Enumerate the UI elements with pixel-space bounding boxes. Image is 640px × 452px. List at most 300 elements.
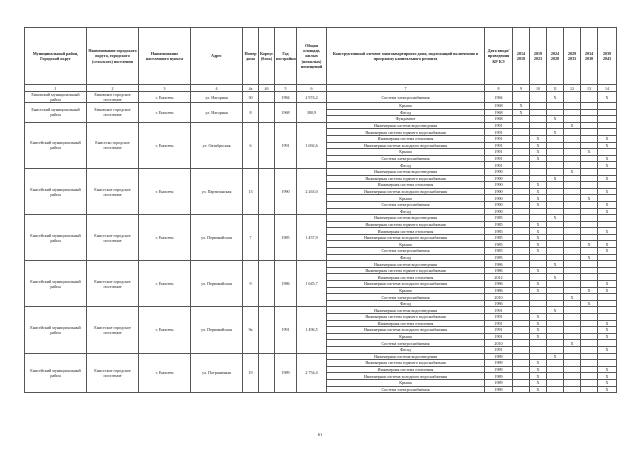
district-cell: Енисейский муниципальный район [25,261,87,307]
period-mark-cell [581,155,598,162]
repair-date-cell: 1985 [485,221,513,228]
period-mark-cell [547,149,564,156]
period-mark-cell: X [513,109,530,116]
settlement-cell: Еиковское городское поселение [87,103,139,123]
period-mark-cell [581,208,598,215]
repair-date-cell: 1984 [485,92,513,103]
period-mark-cell [564,360,581,367]
period-mark-cell [530,92,547,103]
period-mark-cell [513,201,530,208]
column-number: 5 [275,85,297,92]
column-header: 2024 2028 [547,28,564,85]
period-mark-cell [564,314,581,321]
period-mark-cell: X [547,215,564,222]
period-mark-cell [581,267,598,274]
period-mark-cell [581,340,598,347]
period-mark-cell [598,109,617,116]
period-mark-cell: X [530,149,547,156]
period-mark-cell [547,373,564,380]
period-mark-cell [513,208,530,215]
period-mark-cell [564,109,581,116]
element-name-cell: Инженерная система холодного водоснабжения [327,142,485,149]
period-mark-cell [530,116,547,123]
period-mark-cell [581,307,598,314]
column-header: 2039 2043 [598,28,617,85]
repair-date-cell: 1990 [485,201,513,208]
period-mark-cell: X [547,129,564,136]
element-name-cell: Фасад [327,208,485,215]
period-mark-cell [530,208,547,215]
period-mark-cell [564,195,581,202]
house-number-cell: 19 [243,353,259,393]
column-header: Дата ввода/ проведения КР КЭ [485,28,513,85]
period-mark-cell [598,340,617,347]
column-header: Год постройки [275,28,297,85]
period-mark-cell [513,168,530,175]
period-mark-cell: X [530,333,547,340]
period-mark-cell: X [530,182,547,189]
period-mark-cell [581,281,598,288]
period-mark-cell: X [581,195,598,202]
repair-date-cell: 1991 [485,162,513,169]
header-row [25,28,617,85]
period-mark-cell: X [547,353,564,360]
element-name-cell: Инженерная система горячего водоснабжения [327,175,485,182]
column-number: 12 [564,85,581,92]
period-mark-cell [547,333,564,340]
period-mark-cell [513,175,530,182]
period-mark-cell [513,287,530,294]
period-mark-cell [530,109,547,116]
repair-date-cell: 1985 [485,254,513,261]
period-mark-cell [598,215,617,222]
repair-date-cell: 1991 [485,320,513,327]
period-mark-cell [513,307,530,314]
repair-date-cell: 1990 [485,195,513,202]
district-cell: Еиковский муниципальный район [25,92,87,103]
element-name-cell: Система электроснабжения [327,294,485,301]
street-cell: ул. Партизанская [191,168,243,214]
period-mark-cell [530,162,547,169]
period-mark-cell [581,168,598,175]
period-mark-cell [513,188,530,195]
period-mark-cell [513,281,530,288]
repair-date-cell: 1986 [485,287,513,294]
period-mark-cell: X [547,274,564,281]
period-mark-cell: X [598,208,617,215]
repair-date-cell: 1989 [485,360,513,367]
period-mark-cell [581,353,598,360]
period-mark-cell [581,314,598,321]
block-cell [259,307,275,353]
element-name-cell: Инженерная система отопления [327,320,485,327]
period-mark-cell [598,149,617,156]
period-mark-cell [513,327,530,334]
repair-date-cell: 1986 [485,261,513,268]
period-mark-cell [530,346,547,353]
period-mark-cell: X [530,135,547,142]
repair-date-cell: 2010 [485,340,513,347]
block-cell [259,103,275,123]
period-mark-cell: X [581,287,598,294]
period-mark-cell [513,116,530,123]
period-mark-cell [564,373,581,380]
period-mark-cell: X [530,373,547,380]
repair-date-cell: 1986 [485,281,513,288]
period-mark-cell: X [598,346,617,353]
period-mark-cell [598,307,617,314]
block-cell [259,261,275,307]
repair-date-cell: 2010 [485,294,513,301]
period-mark-cell: X [547,261,564,268]
repair-date-cell: 1989 [485,366,513,373]
repair-date-cell: 1991 [485,314,513,321]
repair-date-cell: 1968 [485,116,513,123]
element-name-cell: Инженерная система горячего водоснабжения [327,360,485,367]
column-number: 4б [259,85,275,92]
block-cell [259,353,275,393]
period-mark-cell: X [530,281,547,288]
repair-date-cell: 1989 [485,353,513,360]
street-cell: ул. Первомайская [191,307,243,353]
column-header: Корпус (блок) [259,28,275,85]
column-number: 7 [327,85,485,92]
period-mark-cell [564,346,581,353]
period-mark-cell: X [581,241,598,248]
period-mark-cell [581,327,598,334]
column-number-row [25,85,617,92]
period-mark-cell [598,129,617,136]
period-mark-cell [513,353,530,360]
period-mark-cell [530,294,547,301]
period-mark-cell [581,320,598,327]
period-mark-cell [547,221,564,228]
period-mark-cell: X [598,175,617,182]
build-year-cell: 1984 [275,92,297,103]
element-name-cell: Инженерная система водоотведения [327,122,485,129]
period-mark-cell: X [598,241,617,248]
period-mark-cell [581,215,598,222]
column-header: 2019 2023 [530,28,547,85]
period-mark-cell [581,221,598,228]
period-mark-cell: X [598,248,617,255]
repair-date-cell: 1968 [485,109,513,116]
period-mark-cell: X [547,307,564,314]
period-mark-cell [564,267,581,274]
period-mark-cell [530,300,547,307]
period-mark-cell [564,228,581,235]
period-mark-cell [564,379,581,386]
period-mark-cell [581,228,598,235]
period-mark-cell: X [530,287,547,294]
period-mark-cell [513,221,530,228]
repair-date-cell: 1990 [485,208,513,215]
repair-date-cell: 1989 [485,379,513,386]
period-mark-cell [581,360,598,367]
period-mark-cell [564,287,581,294]
locality-cell: г. Енисеен [139,353,191,393]
period-mark-cell [581,274,598,281]
column-header: Номер дома [243,28,259,85]
element-name-cell: Крыша [327,241,485,248]
repair-date-cell: 1985 [485,248,513,255]
period-mark-cell: X [530,195,547,202]
period-mark-cell [564,201,581,208]
locality-cell: г. Енисеен [139,92,191,103]
period-mark-cell: X [530,228,547,235]
period-mark-cell [530,175,547,182]
period-mark-cell: X [598,201,617,208]
period-mark-cell [547,122,564,129]
element-name-cell: Фасад [327,346,485,353]
period-mark-cell [547,135,564,142]
area-cell: 1 457,9 [297,215,327,261]
period-mark-cell [513,228,530,235]
repair-date-cell: 1990 [485,182,513,189]
district-cell: Енисейский муниципальный район [25,307,87,353]
area-cell: 2 754,4 [297,353,327,393]
period-mark-cell [513,234,530,241]
period-mark-cell [513,129,530,136]
repair-date-cell: 1990 [485,175,513,182]
period-mark-cell [598,254,617,261]
period-mark-cell [581,234,598,241]
period-mark-cell [513,373,530,380]
period-mark-cell: X [598,287,617,294]
repair-date-cell: 1985 [485,215,513,222]
element-name-cell: Инженерная система водоотведения [327,307,485,314]
period-mark-cell [564,320,581,327]
period-mark-cell [581,201,598,208]
column-header: Муниципальный район, Городской округ [25,28,87,85]
element-name-cell: Инженерная система водоотведения [327,215,485,222]
period-mark-cell [547,386,564,393]
element-name-cell: Система электроснабжения [327,340,485,347]
period-mark-cell [547,142,564,149]
period-mark-cell: X [530,201,547,208]
column-number: 4а [243,85,259,92]
period-mark-cell [564,92,581,103]
build-year-cell: 1989 [275,353,297,393]
period-mark-cell [598,122,617,129]
period-mark-cell [513,294,530,301]
period-mark-cell [581,386,598,393]
period-mark-cell [564,333,581,340]
period-mark-cell [547,294,564,301]
house-number-cell: 7 [243,215,259,261]
period-mark-cell [513,386,530,393]
repair-date-cell: 1986 [485,300,513,307]
period-mark-cell [547,248,564,255]
period-mark-cell [530,307,547,314]
repair-date-cell: 1991 [485,129,513,136]
settlement-cell: Енисеское городское поселение [87,215,139,261]
period-mark-cell [598,261,617,268]
period-mark-cell: X [530,188,547,195]
element-name-cell: Крыша [327,149,485,156]
period-mark-cell [530,168,547,175]
period-mark-cell: X [598,386,617,393]
period-mark-cell [581,333,598,340]
house-number-cell: 9 [243,261,259,307]
period-mark-cell [530,261,547,268]
capital-repair-table [24,27,617,393]
period-mark-cell [547,195,564,202]
period-mark-cell [598,300,617,307]
element-name-cell: Инженерная система отопления [327,135,485,142]
period-mark-cell [564,142,581,149]
period-mark-cell [564,162,581,169]
period-mark-cell [547,340,564,347]
repair-date-cell: 1991 [485,142,513,149]
period-mark-cell [581,135,598,142]
element-name-cell: Крыша [327,287,485,294]
settlement-cell: Енисеское городское поселение [87,353,139,393]
period-mark-cell [513,215,530,222]
column-number: 6 [297,85,327,92]
period-mark-cell: X [598,228,617,235]
period-mark-cell [547,182,564,189]
column-header: Общая площадь жилых (нежилых) помещений [297,28,327,85]
element-name-cell: Инженерная система горячего водоснабжения [327,267,485,274]
period-mark-cell [581,162,598,169]
period-mark-cell [513,162,530,169]
period-mark-cell [530,129,547,136]
period-mark-cell: X [598,155,617,162]
period-mark-cell [547,155,564,162]
element-name-cell: Крыша [327,103,485,110]
period-mark-cell [513,122,530,129]
house-number-cell: 13 [243,168,259,214]
period-mark-cell [564,208,581,215]
repair-date-cell: 1991 [485,327,513,334]
period-mark-cell [513,149,530,156]
element-name-cell: Фасад [327,109,485,116]
table-row [25,261,617,268]
build-year-cell: 1991 [275,122,297,168]
district-cell: Енисейский муниципальный район [25,353,87,393]
column-number: 14 [598,85,617,92]
street-cell: ул. Октябрьская [191,122,243,168]
block-cell [259,215,275,261]
build-year-cell: 1991 [275,307,297,353]
period-mark-cell [513,360,530,367]
page-number: 61 [317,432,323,437]
period-mark-cell [581,92,598,103]
period-mark-cell [564,103,581,110]
period-mark-cell [564,386,581,393]
repair-date-cell: 2012 [485,274,513,281]
period-mark-cell [513,274,530,281]
street-cell: ул. Нагорная [191,103,243,123]
column-number: 11 [547,85,564,92]
period-mark-cell: X [598,379,617,386]
street-cell: ул. Первомайская [191,215,243,261]
period-mark-cell [581,116,598,123]
period-mark-cell: X [530,221,547,228]
period-mark-cell [547,287,564,294]
period-mark-cell [564,188,581,195]
period-mark-cell [513,320,530,327]
period-mark-cell [513,142,530,149]
element-name-cell: Инженерная система водоотведения [327,353,485,360]
period-mark-cell: X [598,281,617,288]
district-cell: Енисейский муниципальный район [25,122,87,168]
table-row [25,307,617,314]
element-name-cell: Инженерная система водоотведения [327,261,485,268]
period-mark-cell [547,300,564,307]
element-name-cell: Инженерная система горячего водоснабжения [327,221,485,228]
repair-date-cell: 1968 [485,103,513,110]
period-mark-cell [581,182,598,189]
element-name-cell: Крыша [327,333,485,340]
element-name-cell: Инженерная система горячего водоснабжения [327,314,485,321]
street-cell: ул. Нагорная [191,92,243,103]
period-mark-cell [564,241,581,248]
locality-cell: г. Енисеен [139,215,191,261]
element-name-cell: Инженерная система холодного водоснабжения [327,327,485,334]
period-mark-cell [564,135,581,142]
period-mark-cell [564,149,581,156]
period-mark-cell [513,241,530,248]
street-cell: ул. Пограничная [191,353,243,393]
period-mark-cell [513,314,530,321]
period-mark-cell [547,267,564,274]
period-mark-cell [581,103,598,110]
period-mark-cell: X [530,386,547,393]
element-name-cell: Инженерная система холодного водоснабжения [327,373,485,380]
period-mark-cell [530,215,547,222]
period-mark-cell [564,254,581,261]
period-mark-cell [598,360,617,367]
element-name-cell: Инженерная система отопления [327,228,485,235]
period-mark-cell [598,274,617,281]
block-cell [259,168,275,214]
area-cell: 1 496,5 [297,307,327,353]
element-name-cell: Система электроснабжения [327,92,485,103]
period-mark-cell [581,294,598,301]
column-number: 4 [191,85,243,92]
period-mark-cell [547,228,564,235]
table-row [25,122,617,129]
period-mark-cell: X [530,379,547,386]
period-mark-cell [564,116,581,123]
area-cell: 2 974,2 [297,92,327,103]
element-name-cell: Система электроснабжения [327,248,485,255]
period-mark-cell [513,195,530,202]
period-mark-cell [513,92,530,103]
period-mark-cell [581,175,598,182]
period-mark-cell: X [530,234,547,241]
period-mark-cell [547,346,564,353]
period-mark-cell [564,353,581,360]
period-mark-cell: X [513,103,530,110]
period-mark-cell [564,215,581,222]
period-mark-cell [598,314,617,321]
period-mark-cell [547,281,564,288]
period-mark-cell [547,360,564,367]
repair-date-cell: 1991 [485,333,513,340]
period-mark-cell: X [564,294,581,301]
period-mark-cell [530,340,547,347]
period-mark-cell [513,261,530,268]
column-number: 2 [87,85,139,92]
period-mark-cell: X [530,320,547,327]
locality-cell: г. Енисеен [139,103,191,123]
period-mark-cell [513,267,530,274]
period-mark-cell [564,274,581,281]
repair-date-cell: 1990 [485,188,513,195]
